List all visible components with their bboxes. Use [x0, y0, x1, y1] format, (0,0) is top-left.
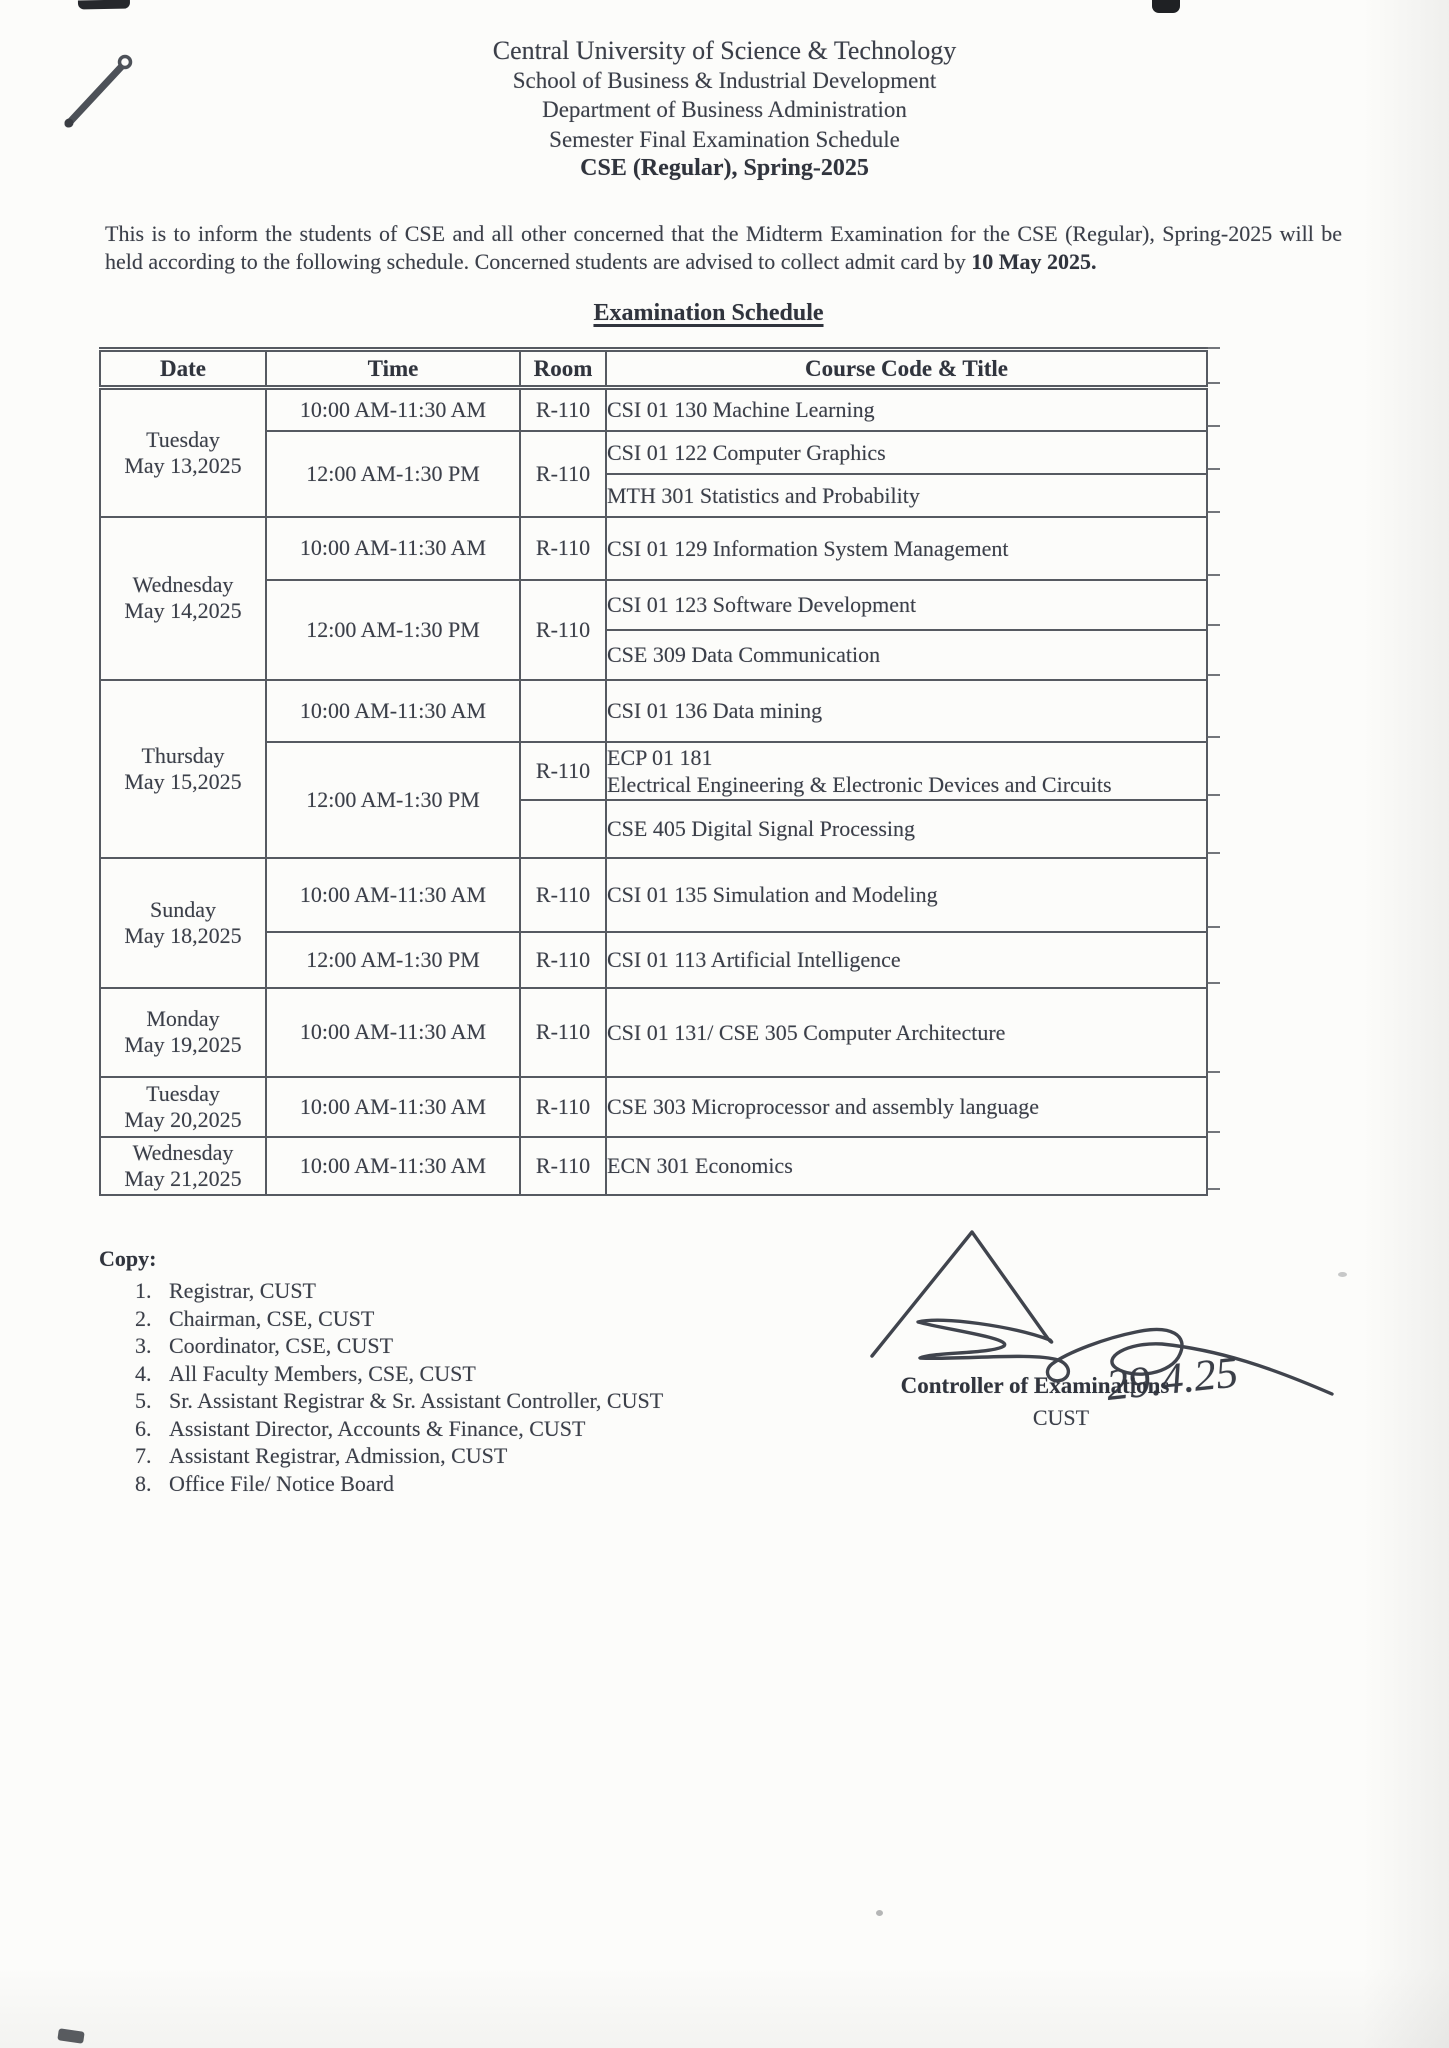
copy-item-text: Office File/ Notice Board	[169, 1470, 395, 1496]
course-cell: CSE 405 Digital Signal Processing	[606, 800, 1207, 858]
copy-item-number: 4.	[135, 1360, 152, 1386]
copy-item	[99, 1470, 663, 1498]
time-cell: 12:00 AM-1:30 PM	[266, 742, 520, 858]
course-cell: CSE 303 Microprocessor and assembly language	[606, 1077, 1207, 1137]
university-name: Central University of Science & Technology	[492, 36, 957, 65]
scan-mark	[78, 0, 130, 9]
time-cell: 10:00 AM-11:30 AM	[266, 858, 520, 932]
date-label: May 14,2025	[124, 598, 242, 623]
course-cell: CSI 01 136 Data mining	[606, 680, 1207, 742]
copy-item-text: Sr. Assistant Registrar & Sr. Assistant Controller, CUST	[169, 1388, 664, 1413]
room-cell	[520, 800, 606, 858]
course-cell: CSI 01 123 Software Development	[606, 580, 1207, 630]
signer-org: CUST	[1032, 1405, 1090, 1430]
room-cell: R-110	[520, 1137, 606, 1195]
date-cell	[100, 388, 266, 517]
room-cell: R-110	[520, 580, 606, 680]
intro-paragraph	[105, 220, 1342, 275]
table-row	[100, 431, 1207, 474]
date-label: May 18,2025	[124, 922, 242, 948]
copy-item	[99, 1387, 663, 1415]
room-cell: R-110	[520, 431, 606, 517]
department-name: Department of Business Administration	[542, 97, 907, 122]
copy-item	[99, 1277, 663, 1305]
table-row	[100, 932, 1207, 988]
table-edge-tick	[1206, 674, 1220, 676]
room-cell	[520, 680, 606, 742]
room-cell: R-110	[520, 388, 606, 431]
copy-item-number: 8.	[135, 1470, 152, 1496]
school-name: School of Business & Industrial Development	[512, 67, 937, 93]
table-row	[100, 580, 1207, 630]
date-cell	[100, 680, 266, 858]
table-edge-tick	[1206, 347, 1220, 349]
date-cell	[100, 988, 266, 1077]
table-edge-tick	[1206, 425, 1220, 427]
copy-label: Copy:	[99, 1246, 157, 1271]
signature-date: 29.4.25	[1103, 1347, 1241, 1410]
day-label: Monday	[146, 1006, 220, 1031]
course-title-line: Electrical Engineering & Electronic Devices and Circuits	[607, 771, 1112, 797]
table-edge-tick	[1206, 574, 1220, 576]
copy-item-number: 3.	[135, 1333, 152, 1358]
program-title: CSE (Regular), Spring-2025	[580, 155, 869, 181]
schedule-type: Semester Final Examination Schedule	[549, 126, 900, 152]
table-row	[100, 742, 1207, 800]
day-label: Tuesday	[146, 1080, 220, 1106]
time-cell: 12:00 AM-1:30 PM	[266, 431, 520, 517]
copy-item-number: 7.	[135, 1443, 152, 1468]
room-cell: R-110	[520, 858, 606, 932]
copy-item-text: All Faculty Members, CSE, CUST	[169, 1360, 476, 1386]
day-label: Sunday	[150, 896, 216, 922]
intro-text: This is to inform the students of CSE and all other concerned that the Midterm Examination for the CSE (Regular), Spring-2025 will be held according to the following schedule. Concerned students are advised to collect admit card by	[105, 221, 1342, 274]
table-row	[100, 517, 1207, 580]
table-edge-tick	[1206, 794, 1220, 796]
course-cell: CSI 01 135 Simulation and Modeling	[606, 858, 1207, 932]
table-header-row	[100, 350, 1207, 388]
table-edge-tick	[1206, 852, 1220, 854]
time-cell: 10:00 AM-11:30 AM	[266, 988, 520, 1077]
signer-title: Controller of Examinations	[900, 1373, 1170, 1398]
admit-card-deadline: 10 May 2025.	[971, 248, 1097, 274]
date-label: May 19,2025	[124, 1032, 242, 1057]
table-edge-tick	[1206, 736, 1220, 738]
table-edge-tick	[1206, 1071, 1220, 1073]
copy-item-number: 1.	[135, 1278, 152, 1303]
time-cell: 10:00 AM-11:30 AM	[266, 680, 520, 742]
exam-schedule-table	[99, 347, 1208, 1196]
section-title: Examination Schedule	[593, 300, 824, 326]
day-label: Wednesday	[132, 1139, 234, 1165]
copy-item	[99, 1415, 663, 1443]
signature-block	[820, 1218, 1380, 1458]
time-cell: 12:00 AM-1:30 PM	[266, 932, 520, 988]
column-header-course: Course Code & Title	[606, 350, 1207, 388]
copy-item-text: Assistant Registrar, Admission, CUST	[169, 1443, 508, 1468]
copy-item-number: 2.	[135, 1305, 152, 1331]
copy-item-text: Chairman, CSE, CUST	[169, 1305, 375, 1331]
table-edge-tick	[1206, 624, 1220, 626]
column-header-date: Date	[100, 350, 266, 388]
date-label: May 21,2025	[124, 1165, 242, 1191]
copy-item-number: 6.	[135, 1415, 152, 1441]
copy-item-number: 5.	[135, 1388, 152, 1413]
date-cell	[100, 858, 266, 988]
course-cell: CSI 01 130 Machine Learning	[606, 388, 1207, 431]
table-edge-tick	[1206, 982, 1220, 984]
table-row	[100, 1077, 1207, 1137]
scan-mark	[57, 2028, 84, 2044]
date-label: May 13,2025	[124, 452, 242, 478]
table-edge-tick	[1206, 468, 1220, 470]
room-cell: R-110	[520, 988, 606, 1077]
scan-mark	[1152, 0, 1180, 13]
table-row	[100, 680, 1207, 742]
room-cell: R-110	[520, 517, 606, 580]
scan-speck	[876, 1910, 883, 1916]
course-cell: CSI 01 122 Computer Graphics	[606, 431, 1207, 474]
date-cell	[100, 1137, 266, 1195]
course-cell: CSI 01 113 Artificial Intelligence	[606, 932, 1207, 988]
copy-item	[99, 1442, 663, 1470]
copy-item	[99, 1305, 663, 1333]
copy-item	[99, 1332, 663, 1360]
course-cell: CSE 309 Data Communication	[606, 630, 1207, 680]
table-edge-tick	[1206, 511, 1220, 513]
table-row	[100, 1137, 1207, 1195]
day-label: Thursday	[141, 742, 225, 768]
copy-item-text: Coordinator, CSE, CUST	[169, 1333, 394, 1358]
copy-list	[99, 1246, 663, 1497]
course-cell: MTH 301 Statistics and Probability	[606, 474, 1207, 517]
column-header-time: Time	[266, 350, 520, 388]
room-cell: R-110	[520, 742, 606, 800]
letterhead	[0, 36, 1449, 184]
table-edge-tick	[1206, 382, 1220, 384]
time-cell: 10:00 AM-11:30 AM	[266, 1137, 520, 1195]
table-row	[100, 388, 1207, 431]
table-edge-tick	[1206, 1188, 1220, 1190]
room-cell: R-110	[520, 1077, 606, 1137]
copy-item-text: Assistant Director, Accounts & Finance, CUST	[169, 1415, 586, 1441]
day-label: Wednesday	[132, 572, 234, 597]
copy-item-text: Registrar, CUST	[169, 1278, 316, 1303]
date-cell	[100, 517, 266, 680]
table-edge-tick	[1206, 926, 1220, 928]
copy-item	[99, 1360, 663, 1388]
course-cell: CSI 01 131/ CSE 305 Computer Architecture	[606, 988, 1207, 1077]
table-row	[100, 858, 1207, 932]
course-cell: CSI 01 129 Information System Management	[606, 517, 1207, 580]
date-label: May 15,2025	[124, 768, 242, 794]
time-cell: 10:00 AM-11:30 AM	[266, 1077, 520, 1137]
course-cell: ECN 301 Economics	[606, 1137, 1207, 1195]
time-cell: 10:00 AM-11:30 AM	[266, 388, 520, 431]
column-header-room: Room	[520, 350, 606, 388]
day-label: Tuesday	[146, 426, 220, 452]
table-row	[100, 988, 1207, 1077]
course-cell	[606, 742, 1207, 800]
section-title-wrap	[0, 300, 1433, 327]
room-cell: R-110	[520, 932, 606, 988]
time-cell: 10:00 AM-11:30 AM	[266, 517, 520, 580]
table-edge-tick	[1206, 1131, 1220, 1133]
date-cell	[100, 1077, 266, 1137]
time-cell: 12:00 AM-1:30 PM	[266, 580, 520, 680]
date-label: May 20,2025	[124, 1106, 242, 1132]
course-code-line: ECP 01 181	[607, 744, 713, 770]
